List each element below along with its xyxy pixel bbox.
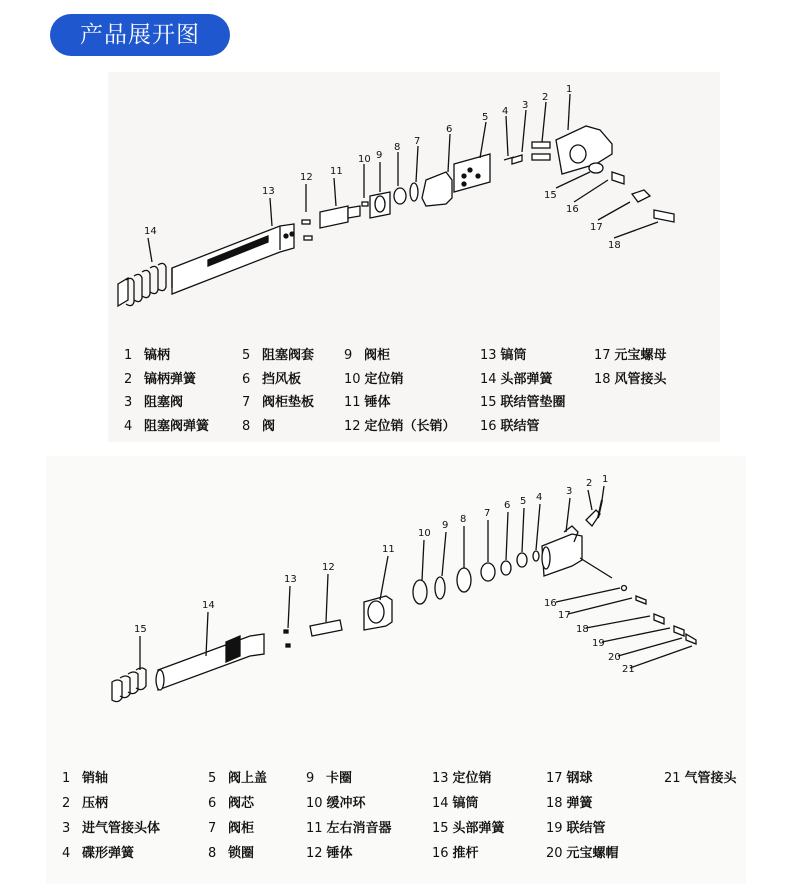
part-12-hammer bbox=[310, 620, 342, 636]
part-15-spring bbox=[112, 668, 146, 702]
part-20-nut bbox=[674, 626, 684, 636]
part-4-disc-spring bbox=[533, 551, 539, 561]
callout-11: 11 bbox=[382, 544, 395, 555]
legend-item: 4 碟形弹簧 bbox=[62, 846, 135, 861]
legend-2-col-1 bbox=[62, 766, 160, 866]
legend-item: 20 元宝螺帽 bbox=[546, 846, 619, 861]
part-1-pin bbox=[598, 500, 602, 518]
part-12-pin-b bbox=[304, 236, 312, 240]
callout-7: 7 bbox=[414, 136, 421, 147]
callout-4: 4 bbox=[536, 492, 543, 503]
callout-16: 16 bbox=[566, 204, 579, 215]
callout-6: 6 bbox=[446, 124, 453, 135]
legend-1-col-2 bbox=[242, 344, 314, 438]
callout-10: 10 bbox=[358, 154, 371, 165]
legend-item: 5 阀上盖 bbox=[208, 771, 268, 786]
callout-18: 18 bbox=[576, 624, 589, 635]
legend-item: 21 气管接头 bbox=[664, 771, 737, 786]
section-title: 产品展开图 bbox=[80, 22, 200, 48]
callout-7: 7 bbox=[484, 508, 491, 519]
part-1-handle bbox=[556, 126, 612, 174]
part-11-hammer bbox=[320, 206, 360, 228]
legend-1-col-1 bbox=[124, 344, 209, 438]
legend-1-col-5 bbox=[594, 344, 667, 391]
section-title-pill bbox=[50, 14, 230, 56]
legend-item: 10 缓冲环 bbox=[306, 796, 366, 811]
callout-15: 15 bbox=[544, 190, 557, 201]
legend-2-col-2 bbox=[208, 766, 267, 866]
legend-2-col-3 bbox=[306, 766, 392, 866]
part-17-nut bbox=[632, 190, 650, 202]
part-5-cap bbox=[517, 553, 527, 567]
legend-item: 13 镐筒 bbox=[480, 348, 527, 363]
callout-3: 3 bbox=[566, 486, 573, 497]
legend-item: 14 镐筒 bbox=[432, 796, 479, 811]
legend-item: 5 阻塞阀套 bbox=[242, 348, 315, 363]
legend-item: 1 销轴 bbox=[62, 771, 109, 786]
callout-21: 21 bbox=[622, 664, 635, 675]
part-6-baffle bbox=[422, 172, 452, 206]
part-13-barrel bbox=[172, 224, 294, 294]
callout-11: 11 bbox=[330, 166, 343, 177]
legend-item: 2 镐柄弹簧 bbox=[124, 371, 197, 387]
callout-2: 2 bbox=[542, 92, 549, 103]
legend-item: 12 定位销（长销） bbox=[344, 418, 456, 434]
legend-item: 11 左右消音器 bbox=[306, 821, 392, 836]
part-16-connector bbox=[612, 172, 624, 184]
legend-item: 15 联结管垫圈 bbox=[480, 395, 566, 410]
legend-item: 7 阀柜垫板 bbox=[242, 395, 315, 410]
part-14-barrel bbox=[156, 634, 264, 690]
legend-2-col-4 bbox=[432, 766, 505, 866]
callout-20: 20 bbox=[608, 652, 621, 663]
callout-1: 1 bbox=[566, 84, 573, 95]
part-11-muffler bbox=[364, 596, 392, 630]
part-17-ball bbox=[622, 586, 627, 591]
callout-12: 12 bbox=[322, 562, 335, 573]
part-2-lever bbox=[586, 510, 600, 526]
part-21-fitting bbox=[686, 634, 696, 644]
part-13-pin-a bbox=[284, 630, 288, 633]
callout-9: 9 bbox=[376, 150, 383, 161]
part-10-pin bbox=[362, 202, 368, 206]
part-5-sleeve bbox=[454, 154, 490, 192]
part-2-handle-spring bbox=[532, 142, 550, 160]
legend-item: 14 头部弹簧 bbox=[480, 371, 553, 387]
callout-17: 17 bbox=[590, 222, 603, 233]
callout-18: 18 bbox=[608, 240, 621, 251]
part-7-gasket bbox=[410, 183, 418, 201]
part-8-valve bbox=[394, 188, 406, 204]
legend-item: 2 压柄 bbox=[62, 796, 109, 811]
callout-17: 17 bbox=[558, 610, 571, 621]
legend-2-col-5 bbox=[546, 766, 619, 866]
legend-item: 6 挡风板 bbox=[242, 371, 302, 387]
callout-6: 6 bbox=[504, 500, 511, 511]
exploded-diagram-2 bbox=[46, 456, 746, 884]
legend-item: 8 阀 bbox=[242, 418, 276, 434]
diagram-1-callouts bbox=[144, 84, 621, 251]
callout-9: 9 bbox=[442, 520, 449, 531]
legend-item: 18 风管接头 bbox=[594, 371, 667, 387]
legend-item: 15 头部弹簧 bbox=[432, 821, 505, 836]
callout-5: 5 bbox=[482, 112, 489, 123]
legend-item: 17 钢球 bbox=[546, 771, 593, 786]
legend-item: 13 定位销 bbox=[432, 771, 492, 786]
callout-8: 8 bbox=[460, 514, 467, 525]
part-3-inlet-body bbox=[542, 526, 612, 578]
callout-14: 14 bbox=[144, 226, 157, 237]
part-18-fitting bbox=[654, 210, 674, 222]
callout-4: 4 bbox=[502, 106, 509, 117]
part-10-ring bbox=[413, 580, 427, 604]
callout-19: 19 bbox=[592, 638, 605, 649]
legend-1-col-3 bbox=[344, 344, 456, 438]
legend-item: 12 锤体 bbox=[306, 846, 353, 861]
legend-item: 19 联结管 bbox=[546, 821, 606, 836]
part-13-pin-b bbox=[286, 644, 290, 647]
legend-item: 3 阻塞阀 bbox=[124, 395, 184, 410]
part-15-washer bbox=[589, 163, 603, 173]
callout-2: 2 bbox=[586, 478, 593, 489]
part-7-chest bbox=[481, 563, 495, 581]
callout-3: 3 bbox=[522, 100, 529, 111]
part-19-connector bbox=[654, 614, 664, 624]
legend-item: 3 进气管接头体 bbox=[62, 821, 161, 836]
callout-1: 1 bbox=[602, 474, 609, 485]
callout-13: 13 bbox=[262, 186, 275, 197]
legend-item: 1 镐柄 bbox=[124, 348, 171, 363]
callout-12: 12 bbox=[300, 172, 313, 183]
callout-13: 13 bbox=[284, 574, 297, 585]
legend-item: 18 弹簧 bbox=[546, 796, 593, 811]
legend-item: 9 卡圈 bbox=[306, 771, 353, 786]
legend-item: 9 阀柜 bbox=[344, 348, 391, 363]
part-14-spring bbox=[118, 263, 166, 306]
legend-item: 16 推杆 bbox=[432, 846, 479, 861]
part-18-spring bbox=[636, 596, 646, 604]
callout-8: 8 bbox=[394, 142, 401, 153]
callout-14: 14 bbox=[202, 600, 215, 611]
callout-15: 15 bbox=[134, 624, 147, 635]
legend-item: 17 元宝螺母 bbox=[594, 348, 667, 363]
legend-item: 7 阀柜 bbox=[208, 821, 255, 836]
callout-10: 10 bbox=[418, 528, 431, 539]
callout-5: 5 bbox=[520, 496, 527, 507]
legend-item: 10 定位销 bbox=[344, 371, 404, 387]
part-8-lockring bbox=[457, 568, 471, 592]
legend-item: 11 锤体 bbox=[344, 395, 391, 410]
legend-item: 6 阀芯 bbox=[208, 796, 255, 811]
legend-item: 16 联结管 bbox=[480, 418, 540, 434]
legend-2-col-6 bbox=[664, 766, 737, 791]
exploded-diagram-1 bbox=[108, 72, 720, 442]
legend-item: 4 阻塞阀弹簧 bbox=[124, 418, 210, 434]
part-12-pin-a bbox=[302, 220, 310, 224]
part-9-valve-chest bbox=[370, 192, 390, 218]
legend-1-col-4 bbox=[480, 344, 566, 438]
part-9-clip bbox=[435, 577, 445, 599]
part-6-core bbox=[501, 561, 511, 575]
legend-item: 8 锁圈 bbox=[208, 846, 255, 861]
part-3-valve bbox=[512, 155, 522, 164]
callout-16: 16 bbox=[544, 598, 557, 609]
